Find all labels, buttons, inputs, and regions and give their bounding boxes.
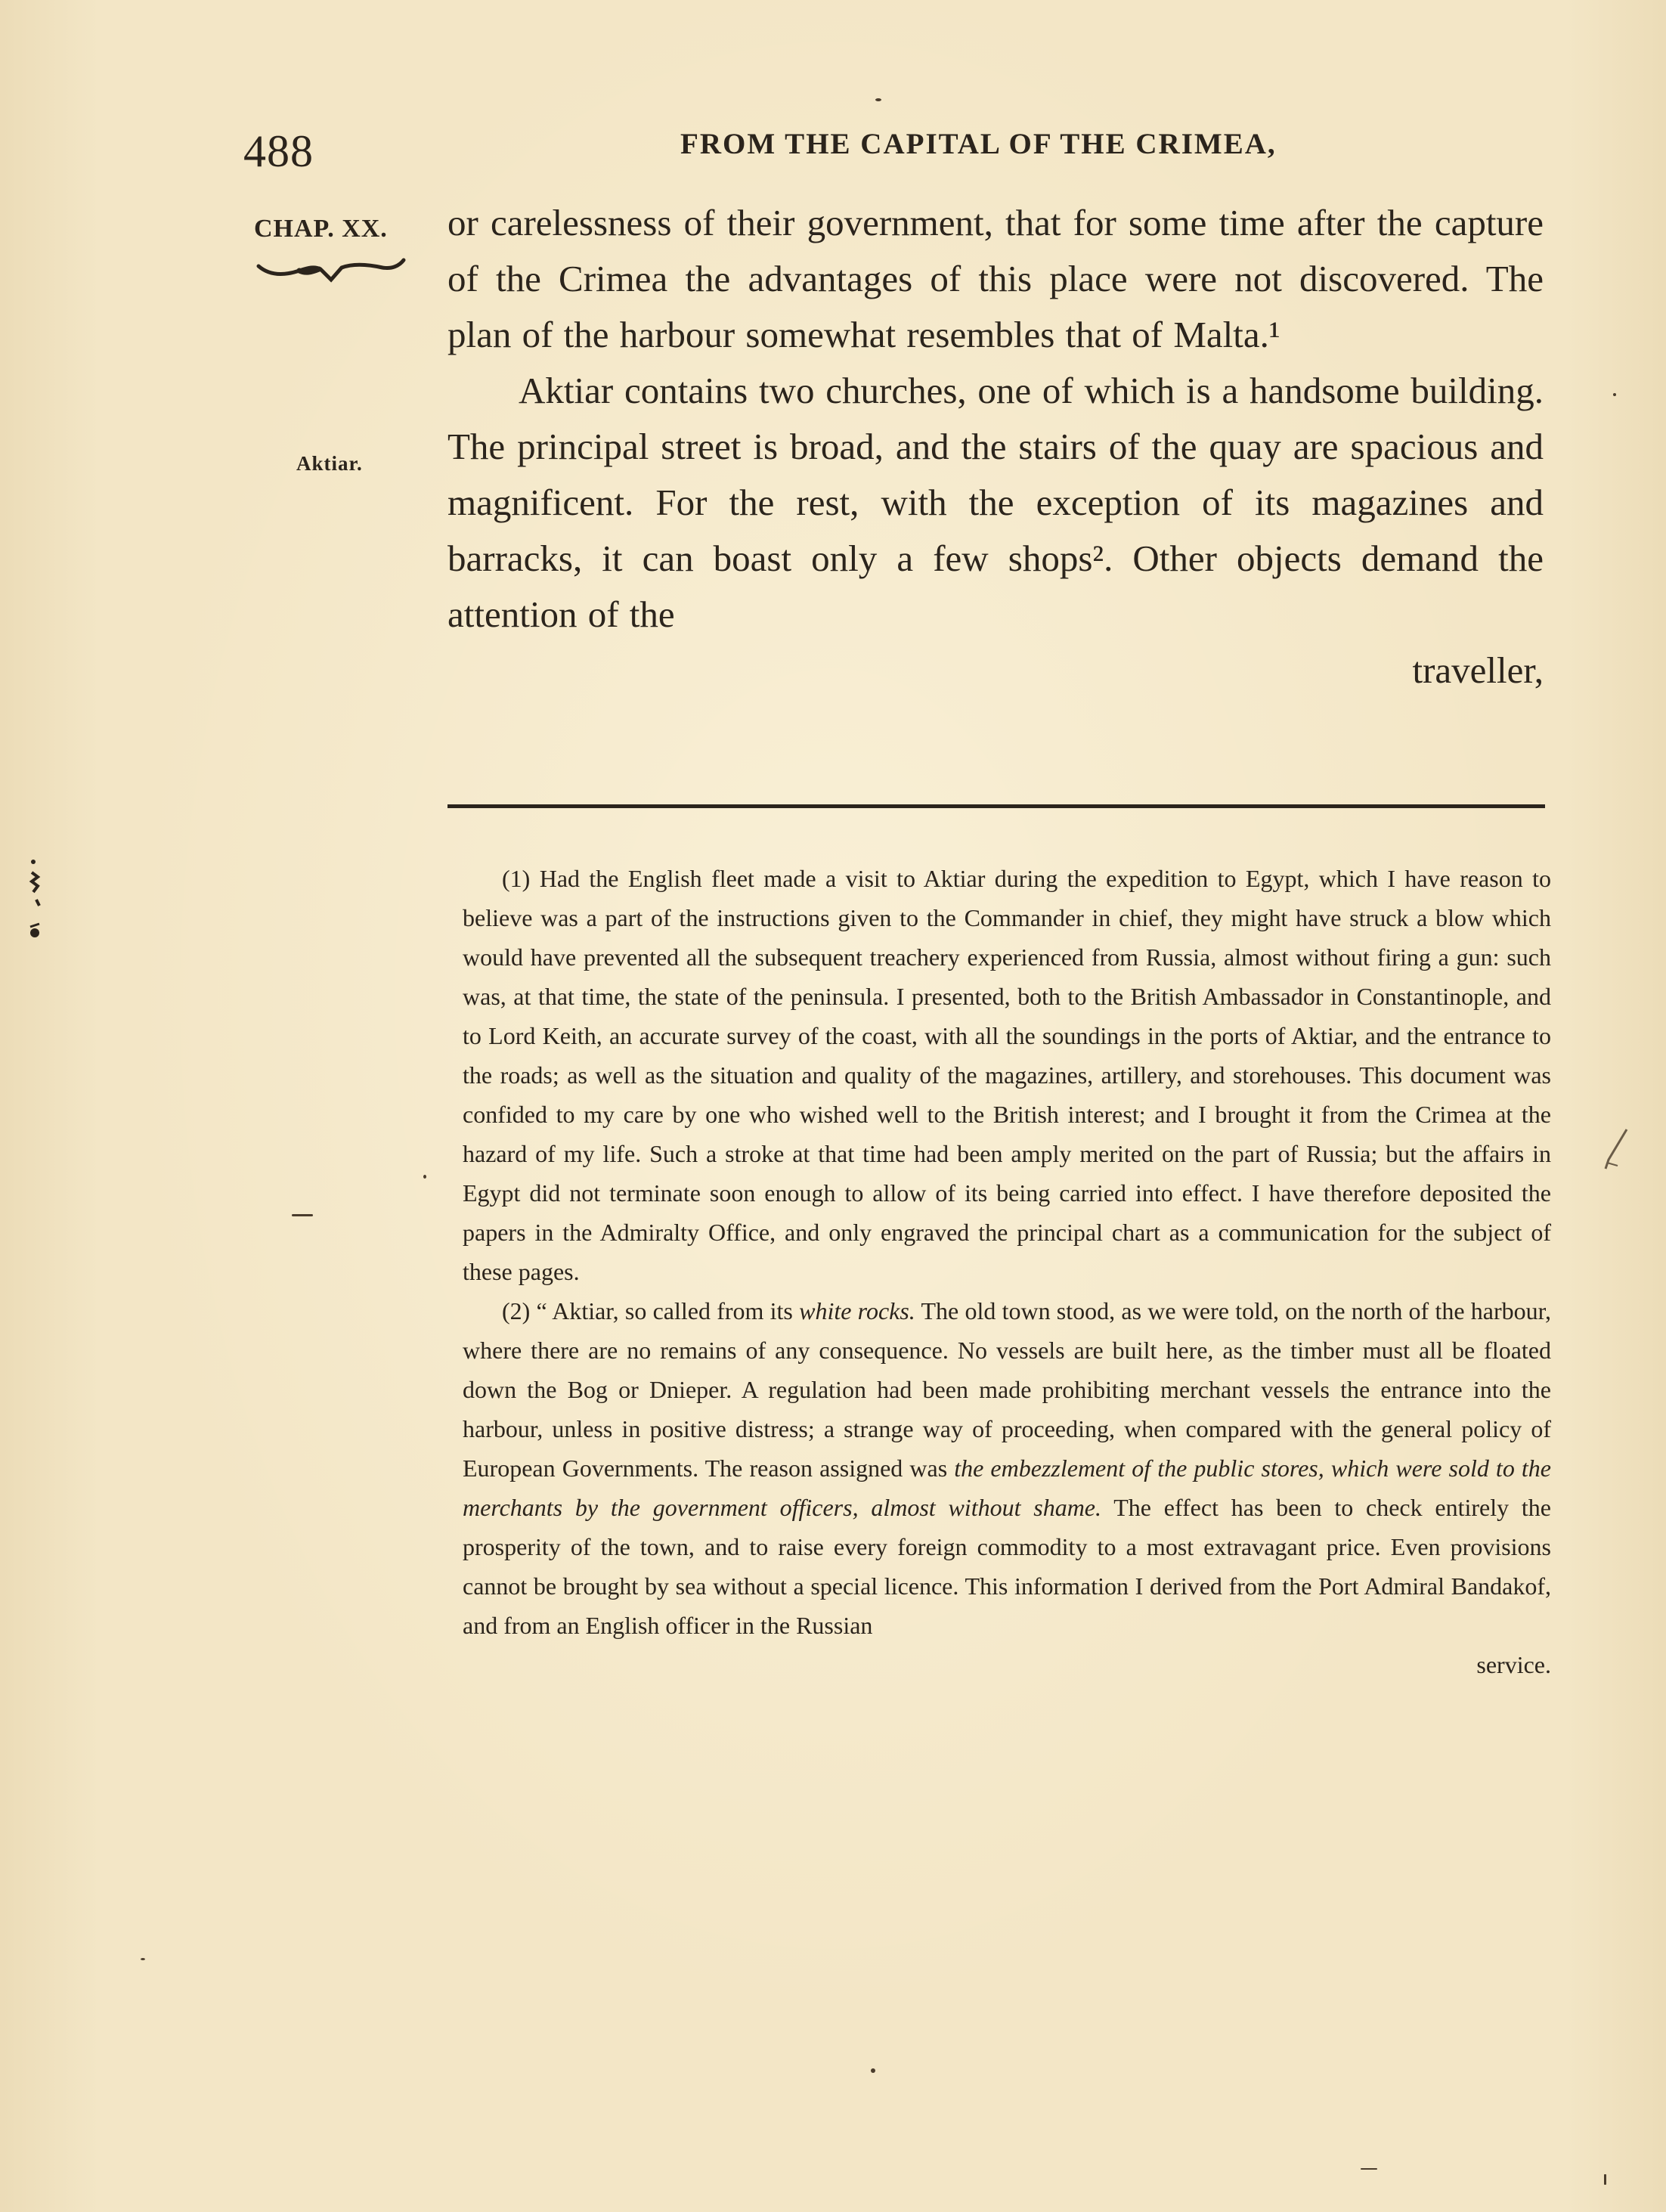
paragraph-2: Aktiar contains two churches, one of which is a handsome building. The principal street is broad, and the stairs of the quay are spacious and magnificent. For the rest, with the exception of its magazines and barracks, it can boast only a few shops². Other objects demand the attention of the [447,370,1544,635]
footnotes [463,859,1551,1684]
margin-note-aktiar: Aktiar. [296,452,363,475]
footnote-divider [447,804,1545,808]
chapter-label: CHAP. XX. [254,215,388,243]
paper-speck [871,2068,875,2073]
paper-speck [292,1214,313,1216]
footnote-1: (1) Had the English fleet made a visit to Aktiar during the expedition to Egypt, which I have reason to believe was a part of the instructions given to the Commander in chief, they might have struck a blow which would have prevented all the subsequent treachery experienced from Russia, almost without firing a gun: such was, at that time, the state of the peninsula. I presented, both to the British Ambassador in Constantinople, and to Lord Keith, an accurate survey of the coast, with all the soundings in the ports of Aktiar, and the entrance to the roads; as well as the situation and quality of the magazines, artillery, and storehouses. This document was confided to my care by one who wished well to the British interest; and I brought it from the Crimea at the hazard of my life. Such a stroke at that time had been amply merited on the part of Russia; but the affairs in Egypt did not terminate soon enough to allow of its being carried into effect. I have therefore deposited the papers in the Admiralty Office, and only engraved the principal chart as a communication for the subject of these pages. [463,865,1551,1285]
footnote-2 [463,1291,1551,1645]
paper-speck [1613,393,1616,396]
paper-speck [141,1958,145,1960]
paper-speck [1604,2174,1606,2185]
page-number: 488 [243,126,314,176]
catchword: traveller, [1412,649,1544,691]
footnote-2-tail: service. [1476,1651,1551,1678]
paper-speck [423,1175,426,1179]
footnote-2-part-c: The effect has been to check entirely the prosperity of the town, and to raise every foreign commodity to a most extravagant price. Even provisions cannot be brought by sea without a special licence. This information I derived from the Port Admiral Bandakof, and from an English officer in the Russian [463,1494,1552,1639]
pencil-mark-icon [1601,1126,1631,1172]
footnote-2-part-a: (2) “ Aktiar, so called from its [502,1297,793,1324]
main-text [447,195,1544,699]
paper-speck [1361,2168,1377,2170]
paragraph-1: or carelessness of their government, that for some time after the capture of the Crimea the advantages of this place were not discovered. The plan of the harbour somewhat resembles that of Malta.¹ [447,202,1544,355]
ornament-flourish-icon [255,257,407,287]
footnote-2-italic-a: white rocks. [799,1297,915,1324]
running-title: FROM THE CAPITAL OF THE CRIMEA, [680,128,1277,160]
footnote-2-part-b: The old town stood, as we were told, on the north of the harbour, where there are no remains of any consequence. No vessels are built here, as the timber must all be floated down the Bog or Dnieper. A regulation had been made prohibiting merchant vessels the entrance into the harbour, unless in positive distress; a strange way of proceeding, when compared with the general policy of European Governments. The reason assigned was [463,1297,1552,1482]
paper-speck [875,98,881,101]
footnote-2-italic-b: the embezzlement of the public stores, which were sold to the merchants by the government officers, almost without shame. [463,1455,1551,1521]
binding-mark-icon [23,854,50,945]
